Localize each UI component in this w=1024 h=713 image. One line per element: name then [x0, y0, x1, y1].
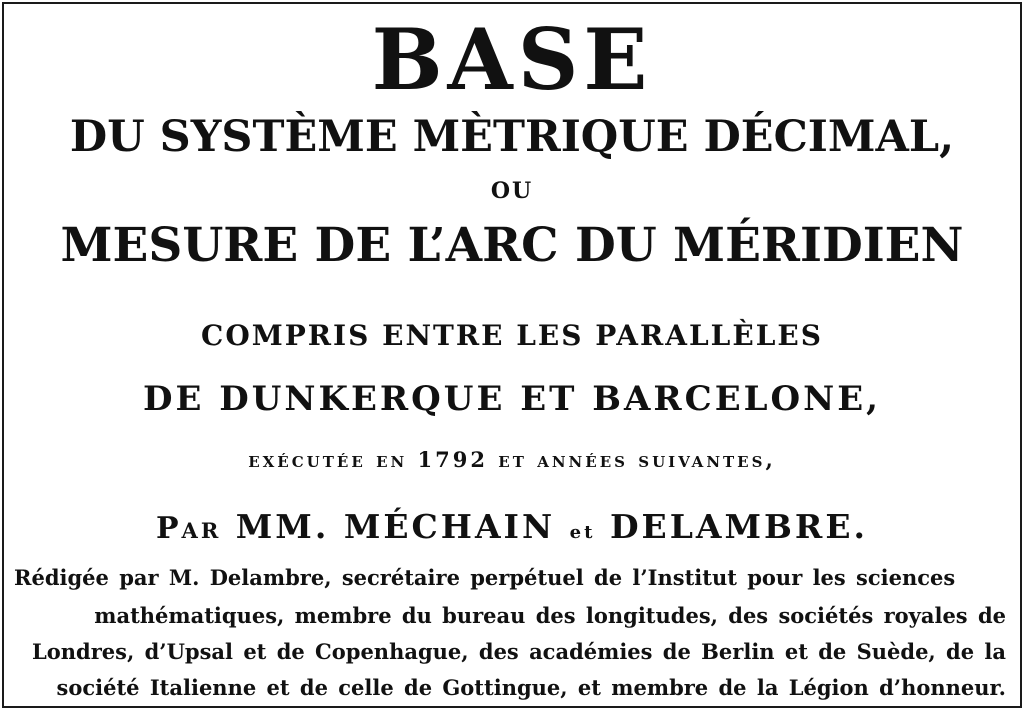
places-line: DE DUNKERQUE ET BARCELONE,	[143, 379, 881, 419]
redigee-line-3: Londres, d’Upsal et de Copenhague, des académies de Berlin et de Suède, de la	[32, 639, 1006, 664]
title-page	[2, 2, 1022, 708]
executee-line: exécutée en 1792 et années suivantes,	[248, 447, 776, 472]
redigee-line-1: Rédigée par M. Delambre, secrétaire perpétuel de l’Institut pour les sciences	[14, 565, 956, 590]
redigee-line-4: société Italienne et de celle de Gottingue, et membre de la Légion d’honneur.	[56, 675, 1006, 700]
authors-line	[4, 507, 1020, 546]
par-word: Par	[155, 511, 222, 546]
subtitle: DU SYSTÈME MÈTRIQUE DÉCIMAL,	[69, 112, 955, 162]
redigee-line-2: mathématiques, membre du bureau des longitudes, des sociétés royales de	[94, 603, 1006, 628]
authors-second: DELAMBRE.	[609, 507, 869, 546]
main-title: BASE	[371, 10, 653, 109]
conjunction: OU	[490, 178, 534, 204]
alternate-title: MESURE DE L’ARC DU MÉRIDIEN	[60, 218, 964, 273]
et-word: et	[569, 522, 596, 543]
compris-line: COMPRIS ENTRE LES PARALLÈLES	[201, 319, 823, 352]
authors-first: MM. MÉCHAIN	[235, 507, 556, 546]
